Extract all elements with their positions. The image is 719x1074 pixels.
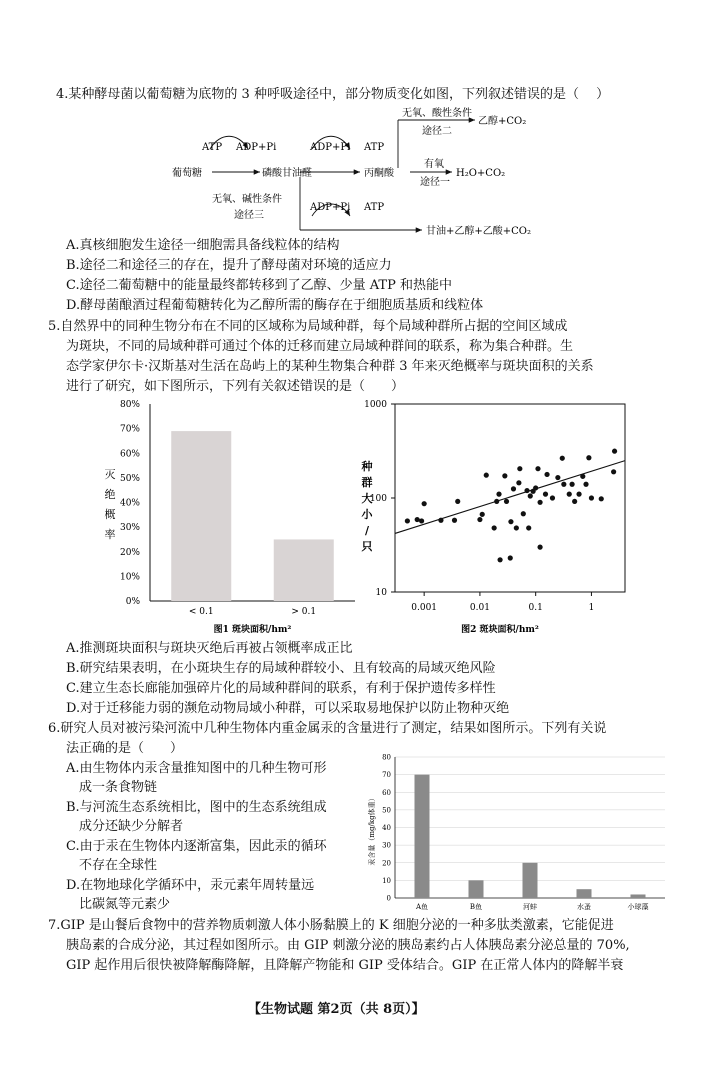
scatter-point [555, 475, 560, 480]
q7-line-3: GIP 起作用后很快被降解酶降解，且降解产物能和 GIP 受体结合。GIP 在正常人体内的降解半衰 [66, 958, 624, 973]
y-tick-label: 80 [382, 753, 391, 762]
q5-option-c: C.建立生态长廊能加强碎片化的局域种群间的联系，有利于保护遗传多样性 [66, 681, 496, 696]
scatter-point [494, 499, 499, 504]
q6-option-b-line-2: 成分还缺少分解者 [66, 819, 184, 834]
bar [523, 863, 538, 898]
q7-line-2: 胰岛素的合成分泌，其过程如图所示。由 GIP 刺激分泌的胰岛素约占人体胰岛素分泌总量的 70%, [66, 938, 630, 953]
scatter-point [504, 499, 509, 504]
atp-label-3: ATP [364, 202, 385, 213]
x-tick-label: 0.001 [411, 603, 438, 613]
scatter-point [524, 488, 529, 493]
y-tick-label: 70% [119, 424, 140, 435]
scatter-point [544, 472, 549, 477]
path3-label: 途径三 [234, 210, 264, 221]
scatter-point [561, 482, 566, 487]
q6-stem-line-1: 6.研究人员对被污染河流中几种生物体内重金属汞的含量进行了测定，结果如图所示。下列有关说 [48, 721, 607, 736]
y-tick-label: 0% [125, 597, 140, 607]
path2-condition: 无氧、酸性条件 [402, 108, 472, 119]
scatter-point [521, 511, 526, 516]
q4-option-c: C.途径二葡萄糖中的能量最终都转移到了乙醇、少量 ATP 和热能中 [66, 278, 452, 293]
scatter-point [517, 466, 522, 471]
path1-condition: 有氧 [424, 159, 444, 170]
q5-stem-line-3: 态学家伊尔卡·汉斯基对生活在岛屿上的某种生物集合种群 3 年来灭绝概率与斑块面积的关系 [66, 359, 594, 374]
y-axis-label: 汞含量（mg/kg体重） [368, 794, 376, 866]
scatter-point [586, 455, 591, 460]
y-tick-label: 1000 [364, 400, 387, 410]
q6-stem-line-2: 法正确的是（ ） [66, 741, 184, 756]
path3-product: 甘油+乙醇+乙酸+CO₂ [426, 226, 531, 237]
scatter-point [537, 500, 542, 505]
q4-stem: 4.某种酵母菌以葡萄糖为底物的 3 种呼吸途径中，部分物质变化如图，下列叙述错误的是（ ） [56, 87, 610, 102]
x-axis-title: 图1 斑块面积/hm² [213, 625, 292, 635]
bar [469, 880, 484, 898]
adppi-label-3: ADP+Pi [310, 202, 351, 213]
y-tick-label: 0 [386, 894, 391, 903]
y-axis-label: 灭绝概率 [104, 468, 116, 541]
scatter-point [567, 492, 572, 497]
fig2-population-scatter [355, 394, 635, 640]
y-tick-label: 40% [119, 498, 140, 509]
x-tick-label: < 0.1 [188, 607, 214, 617]
scatter-point [492, 525, 497, 530]
scatter-point [502, 473, 507, 478]
scatter-point [526, 525, 531, 530]
q5-option-d: D.对于迁移能力弱的濒危动物局域小种群，可以采取易地保护以防止物种灭绝 [66, 701, 510, 716]
scatter-point [405, 518, 410, 523]
x-tick-label: A鱼 [415, 903, 429, 911]
scatter-point [550, 495, 555, 500]
adppi-label-1: ADP+Pi [236, 142, 277, 153]
y-tick-label: 80% [119, 400, 140, 410]
q5-stem-line-4: 进行了研究，如下图所示，下列有关叙述错误的是（ ） [66, 379, 405, 394]
scatter-point [438, 518, 443, 523]
path3-condition: 无氧、碱性条件 [212, 194, 282, 205]
mercury-content-bar-chart [365, 752, 670, 917]
y-tick-label: 20% [119, 547, 140, 558]
q5-option-a: A.推测斑块面积与斑块灭绝后再被占领概率成正比 [66, 641, 353, 656]
q4-option-d: D.酵母菌酿酒过程葡萄糖转化为乙醇所需的酶存在于细胞质基质和线粒体 [66, 298, 484, 313]
x-tick-label: 0.01 [469, 603, 490, 613]
y-tick-label: 20 [382, 859, 391, 868]
path2-product: 乙醇+CO₂ [478, 116, 527, 127]
scatter-point [511, 486, 516, 491]
bar [274, 539, 334, 601]
fig1-extinction-bar-chart [100, 394, 360, 640]
q4-option-b: B.途径二和途径三的存在，提升了酵母菌对环境的适应力 [66, 258, 392, 273]
scatter-point [484, 473, 489, 478]
bar [577, 889, 592, 898]
y-tick-label: 10 [375, 588, 387, 598]
x-tick-label: > 0.1 [291, 607, 317, 617]
atp-label-1: ATP [202, 142, 223, 153]
q6-option-b-line-1: B.与河流生态系统相比，图中的生态系统组成 [66, 800, 327, 815]
q6-option-c-line-2: 不存在全球性 [66, 858, 158, 873]
scatter-point [455, 499, 460, 504]
x-tick-label: 0.1 [528, 603, 543, 613]
scatter-point [516, 480, 521, 485]
scatter-point [477, 517, 482, 522]
y-tick-label: 50% [119, 473, 140, 484]
scatter-point [452, 518, 457, 523]
scatter-point [572, 499, 577, 504]
y-tick-label: 60% [119, 449, 140, 460]
scatter-point [576, 492, 581, 497]
scatter-point [560, 456, 565, 461]
scatter-point [528, 493, 533, 498]
scatter-point [535, 466, 540, 471]
q5-stem-line-2: 为斑块，不同的局域种群可通过个体的迁移而建立局域种群间的联系，称为集合种群。生 [66, 339, 574, 354]
x-axis-title: 图2 斑块面积/hm² [461, 625, 539, 635]
bar [171, 431, 231, 601]
x-tick-label: 河蚌 [523, 903, 537, 911]
scatter-point [419, 518, 424, 523]
x-tick-label: 1 [588, 603, 595, 613]
y-tick-label: 10% [119, 572, 140, 583]
scatter-point [569, 482, 574, 487]
scatter-point [508, 519, 513, 524]
bar [415, 775, 430, 898]
q7-line-1: 7.GIP 是山餐后食物中的营养物质刺激人体小肠黏膜上的 K 细胞分泌的一种多肽类激素，它能促进 [48, 918, 614, 933]
y-tick-label: 50 [382, 806, 391, 815]
x-tick-label: B鱼 [469, 903, 483, 911]
g3p-label: 磷酸甘油醛 [262, 168, 312, 179]
scatter-point [599, 496, 604, 501]
scatter-point [480, 512, 485, 517]
x-tick-label: 小球藻 [627, 903, 649, 911]
scatter-point [537, 545, 542, 550]
y-tick-label: 70 [382, 771, 391, 780]
scatter-point [496, 492, 501, 497]
scatter-point [589, 495, 594, 500]
scatter-point [497, 557, 502, 562]
pyruvate-label: 丙酮酸 [364, 168, 394, 179]
q5-option-b: B.研究结果表明，在小斑块生存的局域种群较小、且有较高的局域灭绝风险 [66, 661, 496, 676]
y-axis-label: 种群大小/只 [361, 460, 373, 553]
scatter-point [611, 469, 616, 474]
y-tick-label: 30% [119, 523, 140, 534]
q6-option-a-line-2: 成一条食物链 [66, 780, 158, 795]
path1-label: 途径一 [420, 177, 450, 188]
q6-option-c-line-1: C.由于汞在生物体内逐渐富集，因此汞的循环 [66, 839, 327, 854]
y-tick-label: 10 [382, 876, 391, 885]
q6-option-d-line-2: 比碳氮等元素少 [66, 897, 171, 912]
scatter-point [533, 485, 538, 490]
scatter-point [612, 449, 617, 454]
q5-stem-line-1: 5.自然界中的同种生物分布在不同的区域称为局域种群，每个局域种群所占据的空间区域成 [48, 319, 568, 334]
q6-option-a-line-1: A.由生物体内汞含量推知图中的几种生物可形 [66, 761, 327, 776]
scatter-point [514, 525, 519, 530]
scatter-point [508, 555, 513, 560]
x-tick-label: 水蚤 [577, 903, 591, 911]
scatter-point [583, 482, 588, 487]
page-footer: 【生物试题 第2页（共 8页）】 [248, 1002, 425, 1017]
atp-label-2: ATP [364, 142, 385, 153]
scatter-point [580, 474, 585, 479]
bar [631, 894, 646, 898]
q6-option-d-line-1: D.在物地球化学循环中，汞元素年周转量远 [66, 878, 315, 893]
q4-option-a: A.真核细胞发生途径一细胞需具备线粒体的结构 [66, 238, 340, 253]
scatter-point [422, 501, 427, 506]
y-tick-label: 40 [382, 824, 391, 832]
y-tick-label: 60 [382, 788, 391, 797]
scatter-point [415, 517, 420, 522]
y-tick-label: 100 [369, 494, 387, 504]
scatter-point [543, 492, 548, 497]
adppi-label-2: ADP+Pi [310, 142, 351, 153]
glucose-label: 葡萄糖 [172, 168, 202, 179]
respiration-pathway-diagram [160, 104, 560, 242]
path2-label: 途径二 [422, 126, 452, 137]
y-tick-label: 30 [382, 841, 391, 850]
path1-product: H₂O+CO₂ [456, 168, 506, 179]
